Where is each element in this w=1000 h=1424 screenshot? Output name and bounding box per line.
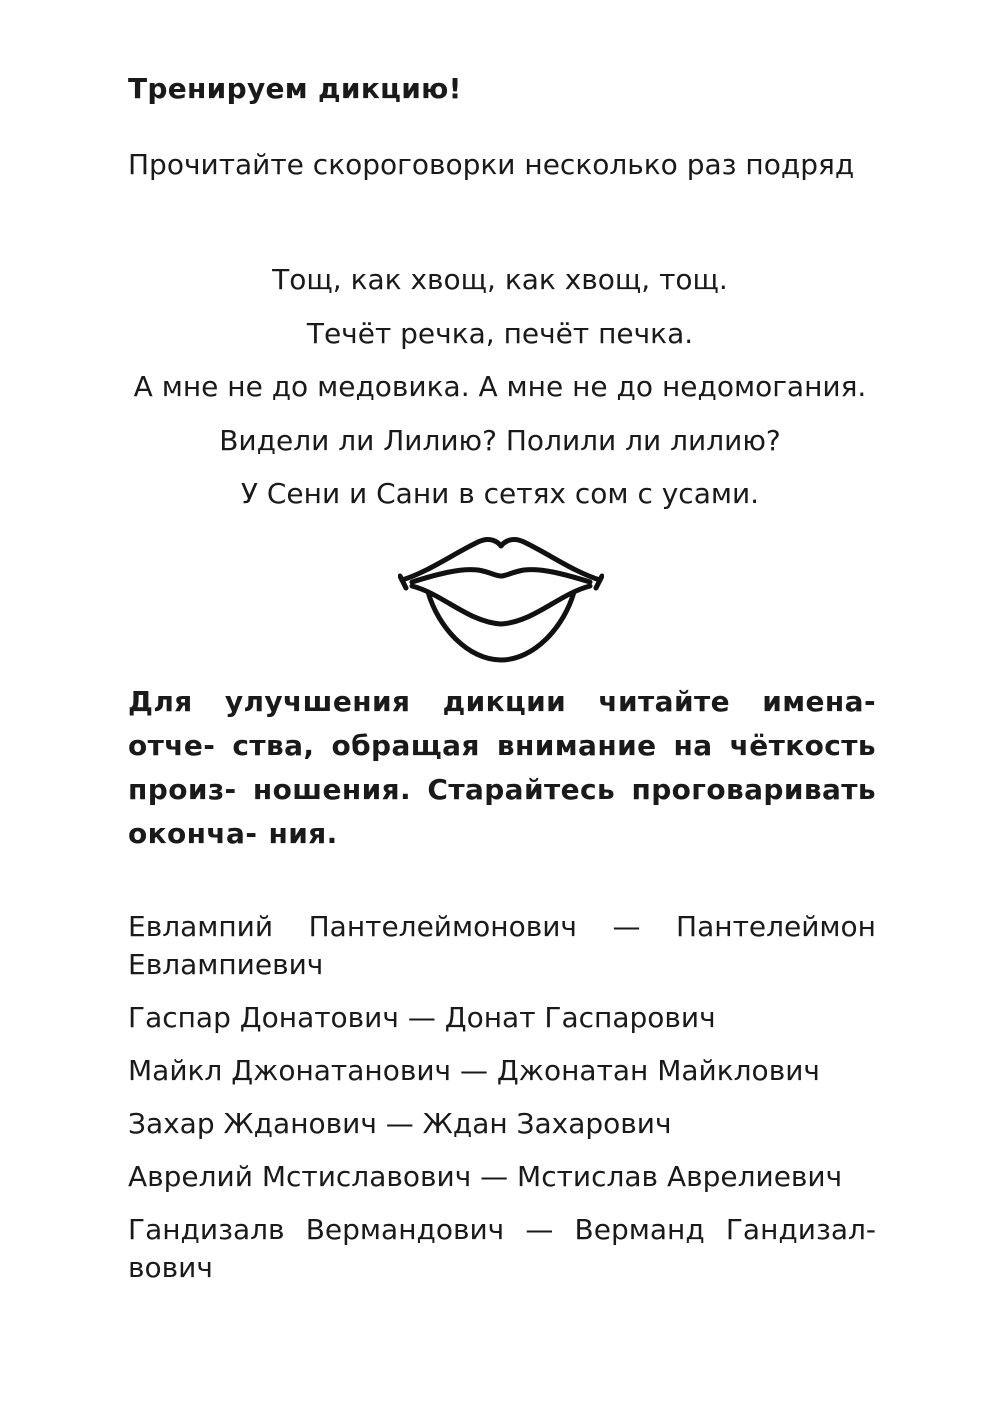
tongue-twister: У Сени и Сани в сетях сом с усами. <box>240 477 760 510</box>
lips-icon <box>398 532 604 666</box>
name-pair-line: Гаспар Донатович — Донат Гаспарович <box>128 1001 716 1034</box>
tongue-twister: Течёт речка, печёт печка. <box>306 316 694 350</box>
name-pair <box>128 1105 876 1143</box>
page-title: Тренируем дикцию! <box>128 72 462 105</box>
tongue-twister-list <box>0 262 1000 530</box>
tongue-twister: Видели ли Лилию? Полили ли лилию? <box>219 423 781 457</box>
name-pair <box>128 999 876 1037</box>
instruction-text <box>128 680 876 856</box>
tongue-twister: Тощ, как хвощ, как хвощ, тощ. <box>272 263 728 296</box>
name-pair-line: Майкл Джонатанович — Джонатан Майклович <box>128 1054 820 1087</box>
name-pair <box>128 1211 876 1287</box>
name-pair-line: Гандизалв Вермандович — Верманд Гандизал- <box>128 1213 876 1246</box>
name-pair-line: Захар Жданович — Ждан Захарович <box>128 1107 672 1140</box>
page-subtitle: Прочитайте скороговорки несколько раз подряд <box>128 148 855 181</box>
instruction-line: ства, обращая внимание на чёткость произ- <box>128 729 877 806</box>
name-pair-line: Евлампиевич <box>128 948 324 981</box>
name-pair-line: вович <box>128 1251 213 1284</box>
name-pair <box>128 1052 876 1090</box>
instruction-line: Для улучшения дикции читайте имена-отче- <box>128 685 876 762</box>
name-pair <box>128 1158 876 1196</box>
instruction-line: ния. <box>268 817 338 850</box>
tongue-twister: А мне не до медовика. А мне не до недомогания. <box>133 370 867 403</box>
name-pair-line: Аврелий Мстиславович — Мстислав Аврелиевич <box>128 1160 843 1193</box>
name-pair <box>128 908 876 984</box>
instruction-line: ношения. Старайтесь проговаривать оконча- <box>128 773 876 850</box>
name-list <box>128 908 876 1302</box>
name-pair-line: Евлампий Пантелеймонович — Пантелеймон <box>128 910 876 943</box>
